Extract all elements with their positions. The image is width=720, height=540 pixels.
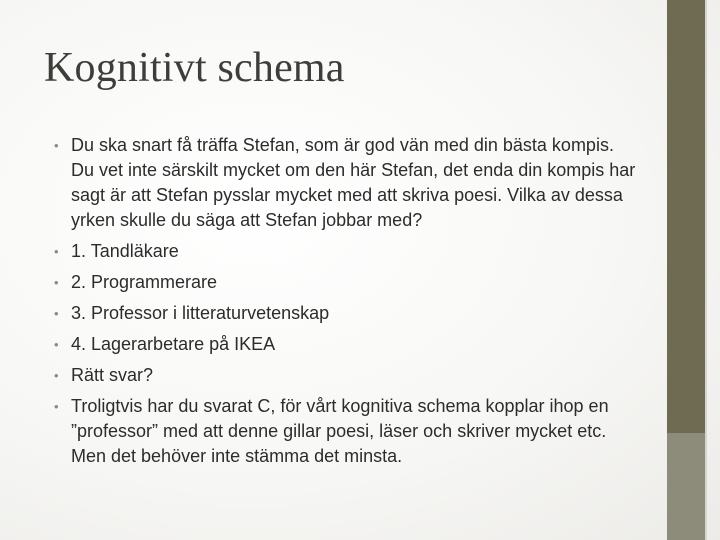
bullet-item	[54, 332, 639, 357]
decorative-side-rule	[705, 0, 707, 540]
slide-title: Kognitivt schema	[44, 45, 345, 91]
bullet-text: Du ska snart få träffa Stefan, som är god vän med din bästa kompis. Du vet inte särskilt mycket om den här Stefan, det enda din kompis har sagt är att Stefan pysslar mycket med att skriva poesi. Vilka av dessa yrken skulle du säga att Stefan jobbar med?	[71, 135, 636, 230]
bullet-icon: •	[54, 138, 59, 153]
bullet-text: Troligtvis har du svarat C, för vårt kognitiva schema kopplar ihop en ”professor” med att denne gillar poesi, läser och skriver mycket etc. Men det behöver inte stämma det minsta.	[71, 396, 609, 466]
bullet-icon: •	[54, 399, 59, 414]
bullet-icon: •	[54, 337, 59, 352]
bullet-text: 3. Professor i litteraturvetenskap	[71, 303, 330, 323]
bullet-text: 4. Lagerarbetare på IKEA	[71, 334, 276, 354]
bullet-item	[54, 394, 639, 469]
bullet-icon: •	[54, 244, 59, 259]
bullet-icon: •	[54, 306, 59, 321]
bullet-icon: •	[54, 275, 59, 290]
decorative-side-bar	[667, 0, 705, 540]
bullet-item	[54, 133, 639, 233]
decorative-side-bar-accent	[667, 433, 705, 540]
bullet-item	[54, 363, 639, 388]
bullet-item	[54, 270, 639, 295]
bullet-item	[54, 301, 639, 326]
bullet-icon: •	[54, 368, 59, 383]
bullet-text: 1. Tandläkare	[71, 241, 179, 261]
bullet-list	[54, 133, 639, 475]
bullet-item	[54, 239, 639, 264]
bullet-text: Rätt svar?	[71, 365, 154, 385]
bullet-text: 2. Programmerare	[71, 272, 218, 292]
